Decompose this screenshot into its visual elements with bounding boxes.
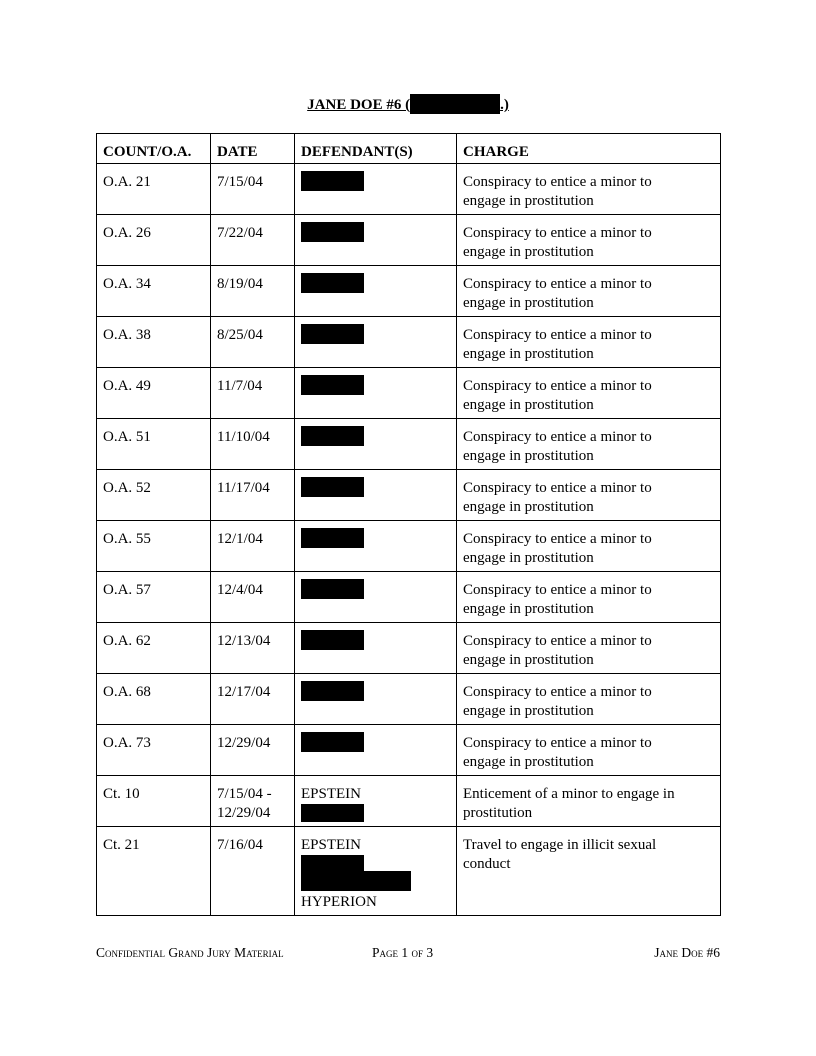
table-row bbox=[97, 419, 721, 470]
redaction-bar bbox=[301, 804, 364, 822]
redaction-bar bbox=[301, 375, 364, 395]
footer-confidential: Confidential Grand Jury Material bbox=[96, 945, 284, 960]
redaction-bar bbox=[410, 94, 500, 114]
charge-line: engage in prostitution bbox=[463, 499, 594, 515]
redaction-bar bbox=[301, 732, 364, 752]
date-cell: 7/15/04 bbox=[211, 164, 295, 215]
charge-line: Conspiracy to entice a minor to bbox=[463, 684, 652, 700]
charge-line: engage in prostitution bbox=[463, 703, 594, 719]
table-row bbox=[97, 266, 721, 317]
charge-cell bbox=[457, 623, 721, 674]
document-title bbox=[0, 95, 816, 115]
charge-cell bbox=[457, 368, 721, 419]
count-cell: O.A. 34 bbox=[97, 266, 211, 317]
charge-cell bbox=[457, 215, 721, 266]
charge-line: Conspiracy to entice a minor to bbox=[463, 327, 652, 343]
charge-line: Travel to engage in illicit sexual bbox=[463, 837, 657, 853]
date-cell bbox=[211, 776, 295, 827]
header-count: COUNT/O.A. bbox=[97, 134, 211, 164]
table-row bbox=[97, 164, 721, 215]
charge-line: Conspiracy to entice a minor to bbox=[463, 429, 652, 445]
count-cell: Ct. 10 bbox=[97, 776, 211, 827]
redaction-bar bbox=[301, 855, 364, 871]
date-cell: 7/16/04 bbox=[211, 827, 295, 916]
title-suffix: .) bbox=[500, 97, 509, 113]
count-cell: Ct. 21 bbox=[97, 827, 211, 916]
redaction-bar bbox=[301, 171, 364, 191]
redaction-bar bbox=[301, 871, 411, 891]
charge-line: Conspiracy to entice a minor to bbox=[463, 378, 652, 394]
redaction-bar bbox=[301, 528, 364, 548]
counts-table bbox=[96, 133, 721, 916]
date-cell: 11/7/04 bbox=[211, 368, 295, 419]
redaction-bar bbox=[301, 324, 364, 344]
charge-line: Conspiracy to entice a minor to bbox=[463, 582, 652, 598]
charge-line: Conspiracy to entice a minor to bbox=[463, 276, 652, 292]
defendant-cell bbox=[295, 419, 457, 470]
date-line: 12/29/04 bbox=[217, 805, 271, 821]
charge-line: Conspiracy to entice a minor to bbox=[463, 633, 652, 649]
table-row bbox=[97, 317, 721, 368]
defendant-cell bbox=[295, 368, 457, 419]
charge-cell bbox=[457, 776, 721, 827]
title-prefix: JANE DOE #6 ( bbox=[307, 97, 411, 113]
defendant-cell bbox=[295, 164, 457, 215]
defendant-name: HYPERION bbox=[301, 894, 377, 910]
redaction-bar bbox=[301, 477, 364, 497]
defendant-cell bbox=[295, 623, 457, 674]
table-row bbox=[97, 470, 721, 521]
table-header-row bbox=[97, 134, 721, 164]
charge-line: Conspiracy to entice a minor to bbox=[463, 735, 652, 751]
charge-line: engage in prostitution bbox=[463, 448, 594, 464]
count-cell: O.A. 57 bbox=[97, 572, 211, 623]
charge-line: Conspiracy to entice a minor to bbox=[463, 225, 652, 241]
date-cell: 8/25/04 bbox=[211, 317, 295, 368]
charge-line: prostitution bbox=[463, 805, 533, 821]
table-row bbox=[97, 521, 721, 572]
date-cell: 12/4/04 bbox=[211, 572, 295, 623]
charge-cell bbox=[457, 419, 721, 470]
charge-line: engage in prostitution bbox=[463, 754, 594, 770]
count-cell: O.A. 49 bbox=[97, 368, 211, 419]
charge-line: engage in prostitution bbox=[463, 601, 594, 617]
date-cell: 12/17/04 bbox=[211, 674, 295, 725]
charge-line: engage in prostitution bbox=[463, 295, 594, 311]
charge-cell bbox=[457, 470, 721, 521]
charge-line: engage in prostitution bbox=[463, 244, 594, 260]
table-row bbox=[97, 725, 721, 776]
redaction-bar bbox=[301, 273, 364, 293]
count-cell: O.A. 52 bbox=[97, 470, 211, 521]
count-cell: O.A. 38 bbox=[97, 317, 211, 368]
date-cell: 12/1/04 bbox=[211, 521, 295, 572]
defendant-cell bbox=[295, 470, 457, 521]
count-cell: O.A. 55 bbox=[97, 521, 211, 572]
date-cell: 11/17/04 bbox=[211, 470, 295, 521]
count-cell: O.A. 62 bbox=[97, 623, 211, 674]
redaction-bar bbox=[301, 681, 364, 701]
redaction-bar bbox=[301, 222, 364, 242]
count-cell: O.A. 68 bbox=[97, 674, 211, 725]
defendant-cell bbox=[295, 725, 457, 776]
defendant-cell bbox=[295, 674, 457, 725]
charge-line: engage in prostitution bbox=[463, 193, 594, 209]
charge-cell bbox=[457, 827, 721, 916]
charge-line: Conspiracy to entice a minor to bbox=[463, 531, 652, 547]
charge-line: conduct bbox=[463, 856, 511, 872]
defendant-cell bbox=[295, 521, 457, 572]
defendant-cell bbox=[295, 572, 457, 623]
defendant-cell bbox=[295, 317, 457, 368]
footer-case-name: Jane Doe #6 bbox=[654, 945, 720, 960]
redaction-bar bbox=[301, 579, 364, 599]
redaction-bar bbox=[301, 426, 364, 446]
count-cell: O.A. 21 bbox=[97, 164, 211, 215]
table-row bbox=[97, 827, 721, 916]
charge-cell bbox=[457, 317, 721, 368]
document-title-text bbox=[307, 95, 509, 115]
defendant-cell bbox=[295, 266, 457, 317]
date-cell: 12/13/04 bbox=[211, 623, 295, 674]
date-cell: 8/19/04 bbox=[211, 266, 295, 317]
defendant-cell bbox=[295, 776, 457, 827]
header-date: DATE bbox=[211, 134, 295, 164]
charge-line: engage in prostitution bbox=[463, 346, 594, 362]
charge-cell bbox=[457, 521, 721, 572]
charge-cell bbox=[457, 164, 721, 215]
table-row bbox=[97, 776, 721, 827]
redaction-bar bbox=[301, 630, 364, 650]
date-cell: 12/29/04 bbox=[211, 725, 295, 776]
table-row bbox=[97, 368, 721, 419]
defendant-name: EPSTEIN bbox=[301, 786, 361, 802]
date-line: 7/15/04 - bbox=[217, 786, 272, 802]
defendant-cell bbox=[295, 215, 457, 266]
date-cell: 11/10/04 bbox=[211, 419, 295, 470]
count-cell: O.A. 26 bbox=[97, 215, 211, 266]
header-charge: CHARGE bbox=[457, 134, 721, 164]
footer-page-number: Page 1 of 3 bbox=[372, 945, 434, 960]
charge-cell bbox=[457, 725, 721, 776]
count-cell: O.A. 73 bbox=[97, 725, 211, 776]
table-row bbox=[97, 572, 721, 623]
charge-line: Enticement of a minor to engage in bbox=[463, 786, 675, 802]
charge-cell bbox=[457, 266, 721, 317]
defendant-cell bbox=[295, 827, 457, 916]
table-row bbox=[97, 623, 721, 674]
charge-line: engage in prostitution bbox=[463, 397, 594, 413]
date-cell: 7/22/04 bbox=[211, 215, 295, 266]
table-row bbox=[97, 215, 721, 266]
count-cell: O.A. 51 bbox=[97, 419, 211, 470]
charge-line: Conspiracy to entice a minor to bbox=[463, 174, 652, 190]
page-footer bbox=[96, 944, 720, 962]
header-defendants: DEFENDANT(S) bbox=[295, 134, 457, 164]
charge-line: engage in prostitution bbox=[463, 550, 594, 566]
charge-line: Conspiracy to entice a minor to bbox=[463, 480, 652, 496]
charge-cell bbox=[457, 572, 721, 623]
charge-line: engage in prostitution bbox=[463, 652, 594, 668]
table-row bbox=[97, 674, 721, 725]
charge-cell bbox=[457, 674, 721, 725]
defendant-name: EPSTEIN bbox=[301, 837, 361, 853]
